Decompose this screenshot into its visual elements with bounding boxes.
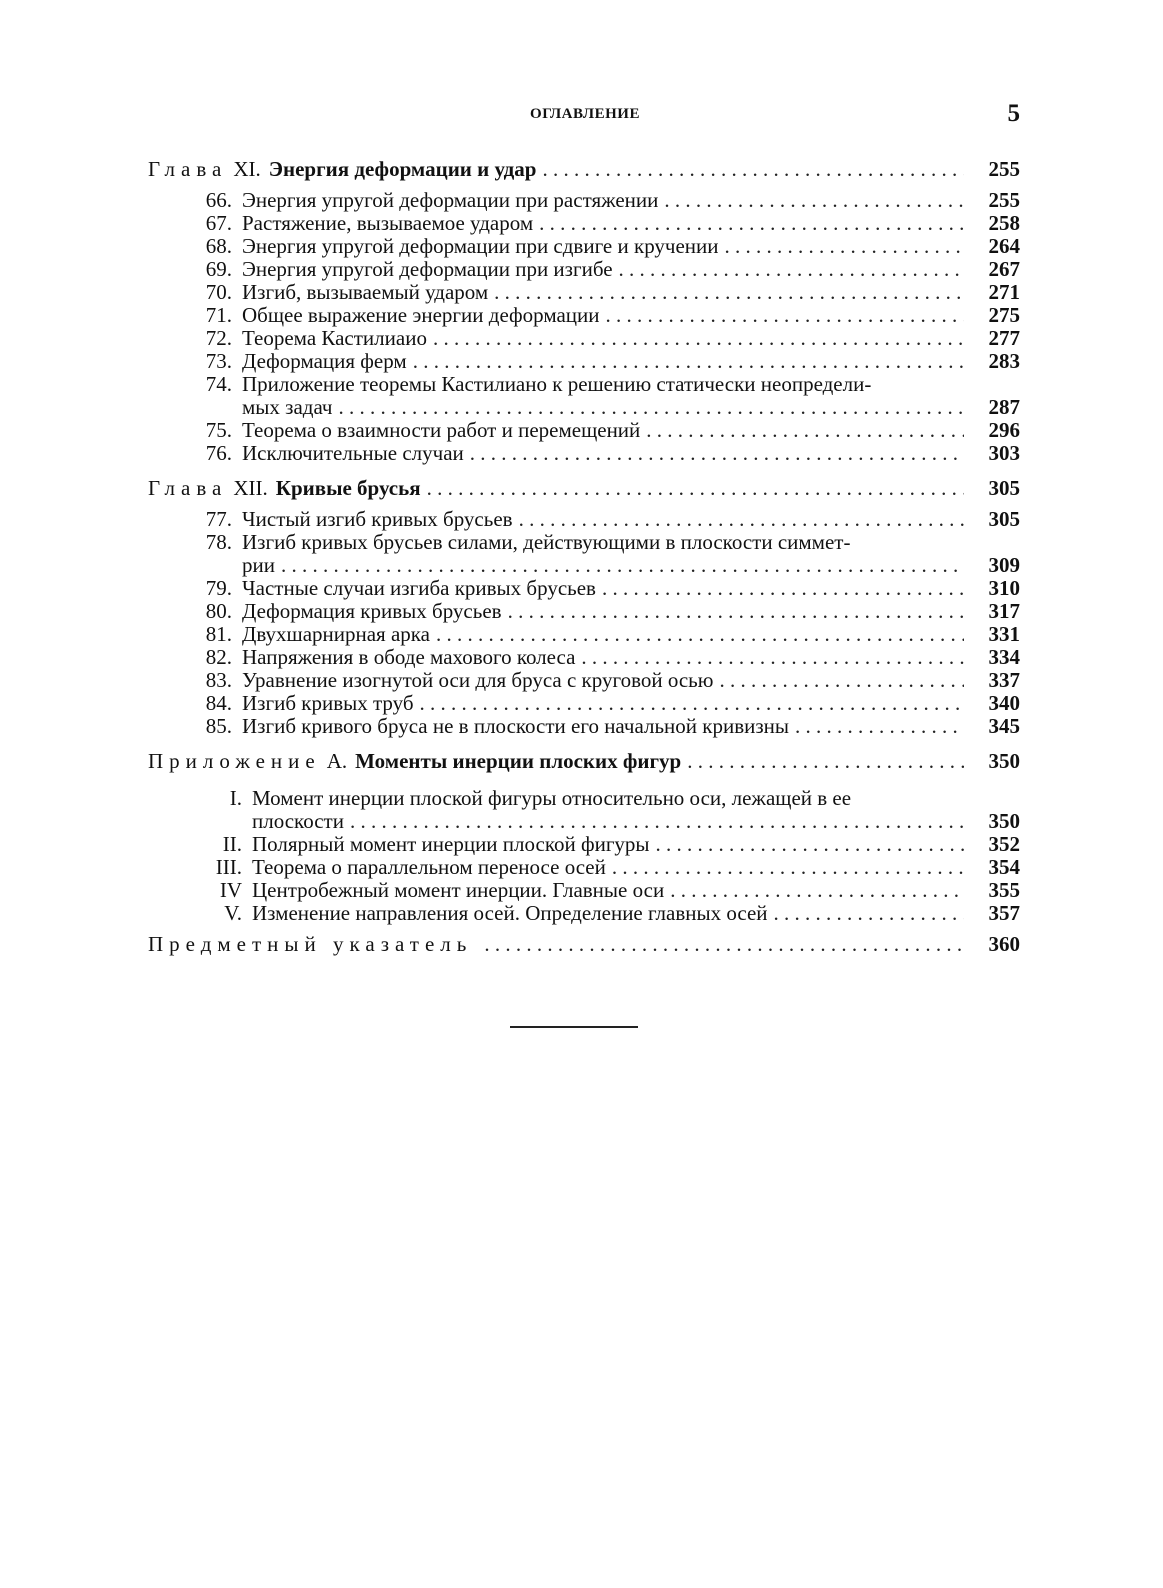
section-number: IV [219,878,242,902]
leader-dots [339,396,965,419]
leader-dots [542,158,964,181]
leader-dots [433,327,964,350]
section-title: Уравнение изогнутой оси для бруса с круговой осью [242,668,714,692]
toc-entry[interactable] [148,258,1020,281]
section-number: 67. [205,211,232,235]
toc-entry[interactable] [148,646,1020,669]
leader-dots [687,750,964,773]
page-ref: 357 [988,901,1020,925]
page-ref: 287 [988,395,1020,419]
section-title: Общее выражение энергии деформации [242,303,600,327]
page-ref: 345 [988,714,1020,738]
leader-dots [494,281,964,304]
section-title: Деформация ферм [242,349,407,373]
toc-entry[interactable] [148,879,1020,902]
chapter-title: Кривые брусья [275,476,421,500]
page-ref: 354 [988,855,1020,879]
toc-entry[interactable] [148,577,1020,600]
leader-dots [484,933,964,956]
section-title: Двухшарнирная арка [242,622,430,646]
page-ref: 334 [988,645,1020,669]
section-title-line2: мых задач [242,395,333,419]
leader-dots [670,879,964,902]
section-title: Деформация кривых брусьев [242,599,502,623]
end-divider [510,1026,638,1028]
leader-dots [774,902,964,925]
section-title: Теорема Кастилиаио [242,326,427,350]
page-ref: 305 [988,507,1020,531]
appendix-label: Приложение [148,749,321,773]
leader-dots [436,623,964,646]
page-ref: 340 [988,691,1020,715]
toc-entry[interactable] [148,419,1020,442]
table-of-contents [148,152,1020,964]
section-number: 66. [205,188,232,212]
leader-dots [664,189,964,212]
page-ref: 352 [988,832,1020,856]
section-number: V. [224,901,242,925]
leader-dots [612,856,964,879]
toc-entry[interactable] [148,902,1020,925]
page-ref: 355 [988,878,1020,902]
page-ref: 317 [988,599,1020,623]
toc-entry[interactable] [148,189,1020,212]
page-ref: 309 [988,553,1020,577]
section-title: Энергия упругой деформации при растяжении [242,188,659,212]
leader-dots [719,669,964,692]
page-ref: 255 [988,188,1020,212]
page-ref: 255 [988,157,1020,181]
entry-last-line [148,554,1020,577]
toc-entry[interactable] [148,600,1020,623]
toc-entry[interactable] [148,327,1020,350]
leader-dots [619,258,964,281]
toc-entry[interactable] [148,623,1020,646]
toc-entry-multiline[interactable] [148,531,1020,577]
page-ref: 310 [988,576,1020,600]
index-label: Предметный указатель [148,932,473,956]
leader-dots [795,715,964,738]
index-entry[interactable] [148,933,1020,956]
chapter-label: Глава [148,157,228,181]
section-title-line2: плоскости [252,809,344,833]
toc-entry[interactable] [148,669,1020,692]
section-title: Растяжение, вызываемое ударом [242,211,534,235]
page-ref: 350 [988,749,1020,773]
toc-entry-multiline[interactable] [148,373,1020,419]
section-number: I. [229,786,242,810]
entry-first-line [148,787,1020,810]
page-ref: 264 [988,234,1020,258]
section-number: 81. [205,622,232,646]
page-header [150,100,1020,140]
toc-entry[interactable] [148,304,1020,327]
toc-entry[interactable] [148,281,1020,304]
leader-dots [602,577,964,600]
toc-entry[interactable] [148,508,1020,531]
chapter-number: XI. [233,157,261,181]
toc-entry[interactable] [148,833,1020,856]
leader-dots [281,554,964,577]
toc-entry[interactable] [148,692,1020,715]
page-ref: 303 [988,441,1020,465]
leader-dots [413,350,964,373]
leader-dots [646,419,964,442]
section-title: Напряжения в ободе махового колеса [242,645,576,669]
page-ref: 277 [988,326,1020,350]
page-ref: 271 [988,280,1020,304]
section-title: Изгиб, вызываемый ударом [242,280,489,304]
section-title: Изгиб кривых труб [242,691,414,715]
toc-entry[interactable] [148,715,1020,738]
toc-entry-multiline[interactable] [148,787,1020,833]
appendix-title: Моменты инерции плоских фигур [355,749,682,773]
leader-dots [581,646,964,669]
section-number: 77. [205,507,232,531]
section-title: Энергия упругой деформации при изгибе [242,257,613,281]
page-ref: 296 [988,418,1020,442]
section-number: III. [215,855,242,879]
section-title: Теорема о параллельном переносе осей [252,855,606,879]
leader-dots [470,442,964,465]
entry-last-line [148,396,1020,419]
leader-dots [350,810,964,833]
appendix-a-entry[interactable] [148,750,1020,773]
chapter-number: XII. [233,476,268,500]
chapter-label: Глава [148,476,228,500]
page-ref: 331 [988,622,1020,646]
entry-first-line [148,373,1020,396]
leader-dots [519,508,964,531]
leader-dots [508,600,964,623]
section-title: Полярный момент инерции плоской фигуры [252,832,650,856]
chapter-11-entry[interactable] [148,158,1020,181]
section-title: Центробежный момент инерции. Главные оси [252,878,665,902]
entry-last-line [148,810,1020,833]
section-number: 73. [205,349,232,373]
page-ref: 267 [988,257,1020,281]
page-ref: 275 [988,303,1020,327]
page-ref: 350 [988,809,1020,833]
section-number: 69. [205,257,232,281]
section-title-line1: Момент инерции плоской фигуры относительно оси, лежащей в ее [252,786,852,810]
leader-dots [725,235,964,258]
appendix-letter: А. [326,749,348,773]
section-number: 80. [205,599,232,623]
section-number: 71. [205,303,232,327]
chapter-title: Энергия деформации и удар [268,157,537,181]
section-number: 79. [205,576,232,600]
toc-entry[interactable] [148,856,1020,879]
section-number: 72. [205,326,232,350]
toc-entry[interactable] [148,350,1020,373]
leader-dots [420,692,964,715]
section-title: Изменение направления осей. Определение главных осей [252,901,768,925]
page-ref: 283 [988,349,1020,373]
toc-entry[interactable] [148,212,1020,235]
toc-entry[interactable] [148,442,1020,465]
section-title-line1: Приложение теоремы Кастилиано к решению статически неопредели- [242,372,872,396]
section-number: 83. [205,668,232,692]
leader-dots [606,304,964,327]
section-number: 68. [205,234,232,258]
section-title: Частные случаи изгиба кривых брусьев [242,576,596,600]
page-ref: 258 [988,211,1020,235]
section-title: Чистый изгиб кривых брусьев [242,507,513,531]
toc-entry[interactable] [148,235,1020,258]
section-number: 75. [205,418,232,442]
leader-dots [539,212,964,235]
section-title: Изгиб кривого бруса не в плоскости его начальной кривизны [242,714,790,738]
section-title: Исключительные случаи [242,441,464,465]
section-title-line2: рии [242,553,275,577]
section-number: II. [222,832,242,856]
section-number: 74. [205,372,232,396]
section-title-line1: Изгиб кривых брусьев силами, действующими в плоскости симмет- [242,530,851,554]
section-number: 76. [205,441,232,465]
section-number: 82. [205,645,232,669]
page-title: ОГЛАВЛЕНИЕ [530,106,640,122]
entry-first-line [148,531,1020,554]
leader-dots [427,477,964,500]
page-number: 5 [1007,100,1020,127]
chapter-12-entry[interactable] [148,477,1020,500]
section-number: 78. [205,530,232,554]
section-title: Энергия упругой деформации при сдвиге и кручении [242,234,719,258]
section-number: 70. [205,280,232,304]
page-ref: 337 [988,668,1020,692]
page-ref: 305 [988,476,1020,500]
section-number: 85. [205,714,232,738]
leader-dots [656,833,964,856]
page-ref: 360 [988,932,1020,956]
section-title: Теорема о взаимности работ и перемещений [242,418,641,442]
section-number: 84. [205,691,232,715]
